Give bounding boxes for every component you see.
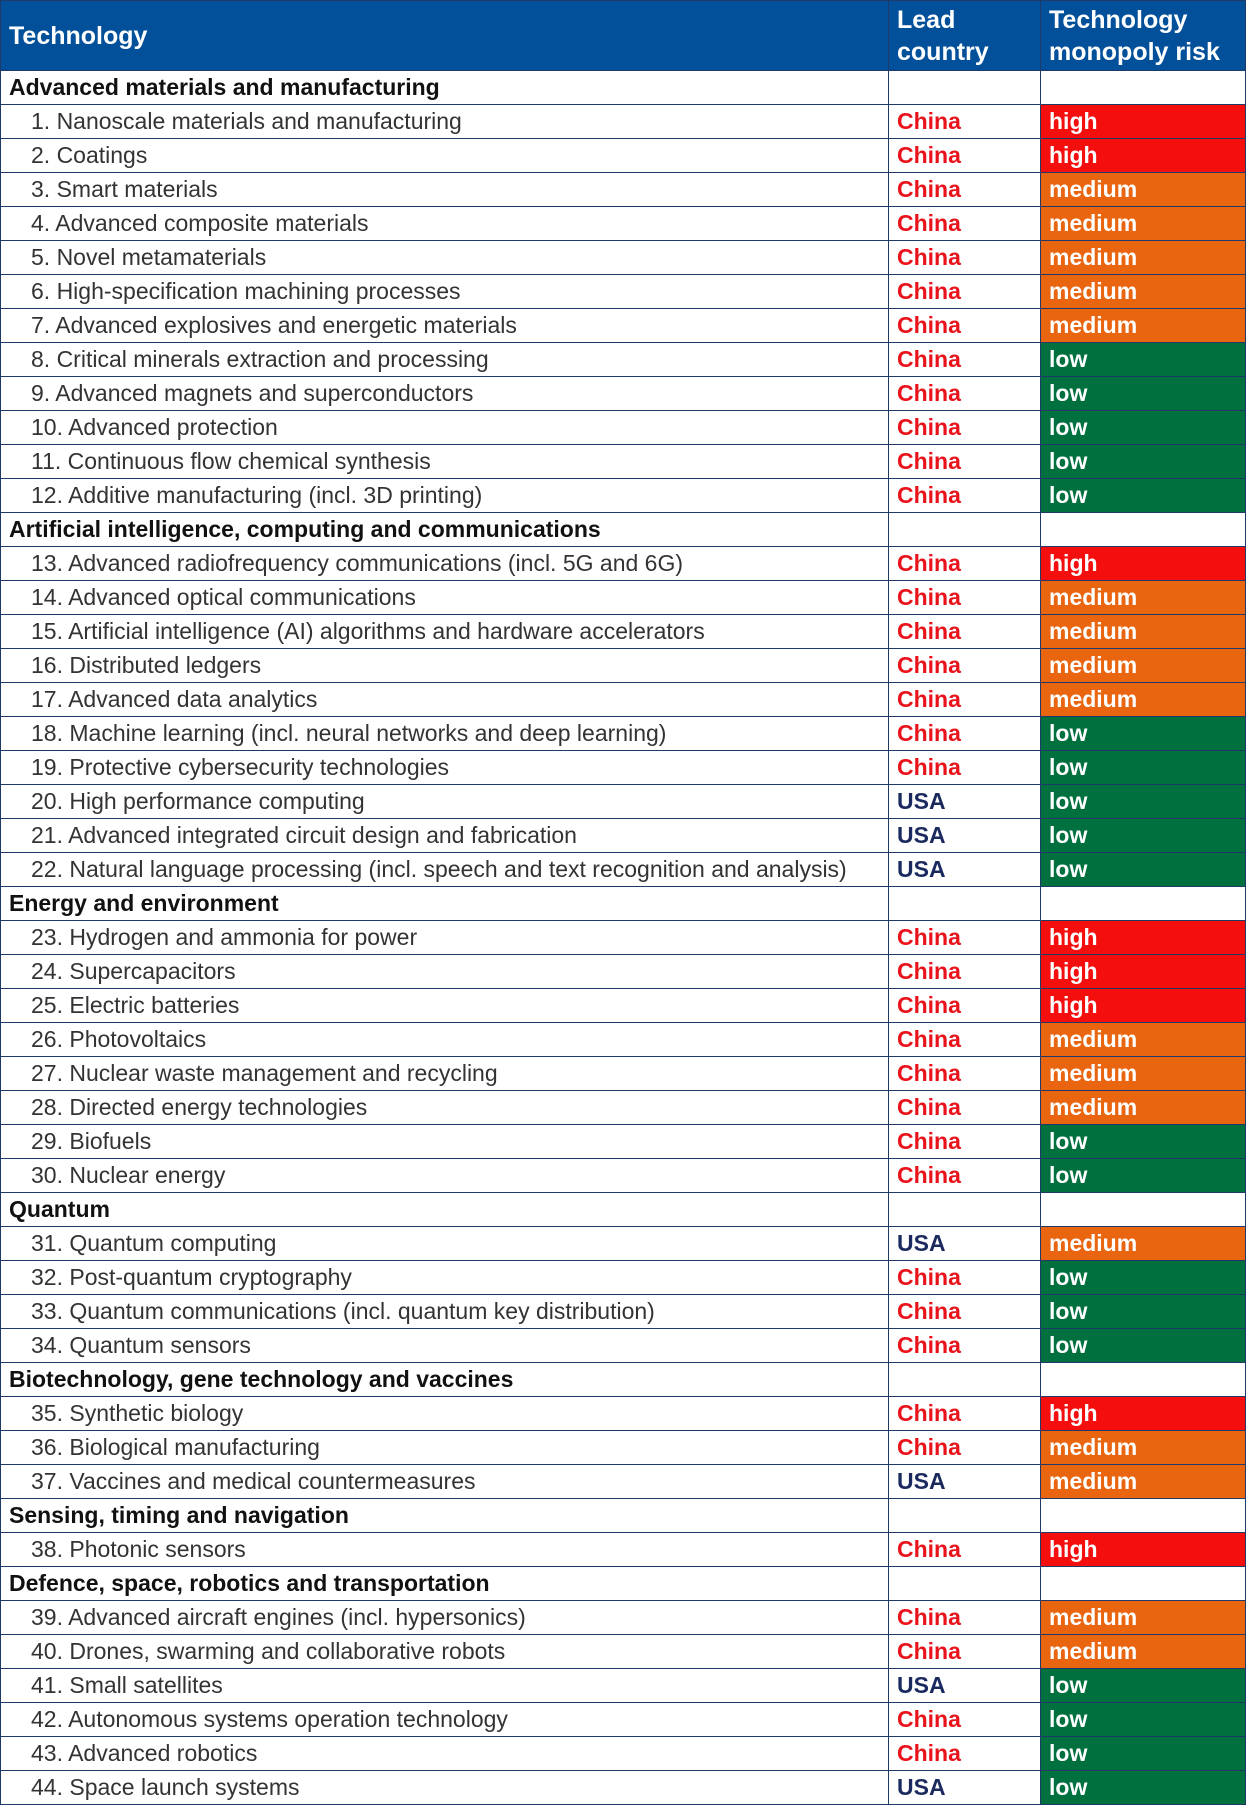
category-name: Sensing, timing and navigation <box>1 1499 889 1533</box>
table-row <box>1 1329 1246 1363</box>
category-empty-cell <box>1041 71 1246 105</box>
technology-name: 40. Drones, swarming and collaborative robots <box>1 1635 889 1669</box>
technology-name: 26. Photovoltaics <box>1 1023 889 1057</box>
table-row <box>1 1737 1246 1771</box>
monopoly-risk: high <box>1041 921 1246 955</box>
monopoly-risk: low <box>1041 1295 1246 1329</box>
monopoly-risk: low <box>1041 1261 1246 1295</box>
table-row <box>1 1295 1246 1329</box>
category-empty-cell <box>889 71 1041 105</box>
monopoly-risk: low <box>1041 1669 1246 1703</box>
lead-country: China <box>889 275 1041 309</box>
monopoly-risk: medium <box>1041 309 1246 343</box>
technology-name: 6. High-specification machining processes <box>1 275 889 309</box>
category-name: Artificial intelligence, computing and communications <box>1 513 889 547</box>
lead-country: China <box>889 445 1041 479</box>
monopoly-risk: high <box>1041 139 1246 173</box>
monopoly-risk: low <box>1041 1159 1246 1193</box>
monopoly-risk: low <box>1041 411 1246 445</box>
technology-name: 3. Smart materials <box>1 173 889 207</box>
lead-country: USA <box>889 1227 1041 1261</box>
lead-country: China <box>889 1635 1041 1669</box>
technology-name: 14. Advanced optical communications <box>1 581 889 615</box>
category-empty-cell <box>1041 1193 1246 1227</box>
technology-name: 37. Vaccines and medical countermeasures <box>1 1465 889 1499</box>
monopoly-risk: high <box>1041 955 1246 989</box>
category-empty-cell <box>889 513 1041 547</box>
technology-name: 29. Biofuels <box>1 1125 889 1159</box>
table-row <box>1 377 1246 411</box>
header-lead-country <box>889 1 1041 71</box>
lead-country: China <box>889 1125 1041 1159</box>
header-technology: Technology <box>1 1 889 71</box>
category-row <box>1 513 1246 547</box>
technology-name: 27. Nuclear waste management and recycling <box>1 1057 889 1091</box>
technology-name: 43. Advanced robotics <box>1 1737 889 1771</box>
table-row <box>1 1635 1246 1669</box>
category-row <box>1 1567 1246 1601</box>
monopoly-risk: low <box>1041 819 1246 853</box>
table-row <box>1 207 1246 241</box>
header-lead-country-label: Lead country <box>897 5 989 66</box>
technology-name: 19. Protective cybersecurity technologies <box>1 751 889 785</box>
monopoly-risk: low <box>1041 377 1246 411</box>
monopoly-risk: medium <box>1041 683 1246 717</box>
technology-name: 25. Electric batteries <box>1 989 889 1023</box>
lead-country: China <box>889 615 1041 649</box>
lead-country: China <box>889 1601 1041 1635</box>
technology-name: 8. Critical minerals extraction and processing <box>1 343 889 377</box>
monopoly-risk: low <box>1041 479 1246 513</box>
category-row <box>1 1193 1246 1227</box>
table-row <box>1 785 1246 819</box>
category-row <box>1 1499 1246 1533</box>
monopoly-risk: low <box>1041 1703 1246 1737</box>
monopoly-risk: low <box>1041 1737 1246 1771</box>
table-row <box>1 1397 1246 1431</box>
technology-name: 41. Small satellites <box>1 1669 889 1703</box>
lead-country: China <box>889 377 1041 411</box>
technology-name: 10. Advanced protection <box>1 411 889 445</box>
monopoly-risk: medium <box>1041 1057 1246 1091</box>
header-monopoly-risk <box>1041 1 1246 71</box>
monopoly-risk: medium <box>1041 1431 1246 1465</box>
technology-name: 38. Photonic sensors <box>1 1533 889 1567</box>
technology-name: 35. Synthetic biology <box>1 1397 889 1431</box>
table-row <box>1 275 1246 309</box>
table-row <box>1 1703 1246 1737</box>
lead-country: China <box>889 683 1041 717</box>
lead-country: China <box>889 547 1041 581</box>
table-row <box>1 1091 1246 1125</box>
table-row <box>1 683 1246 717</box>
monopoly-risk: high <box>1041 547 1246 581</box>
monopoly-risk: medium <box>1041 207 1246 241</box>
table-row <box>1 1533 1246 1567</box>
table-row <box>1 309 1246 343</box>
technology-name: 42. Autonomous systems operation technology <box>1 1703 889 1737</box>
monopoly-risk: low <box>1041 717 1246 751</box>
lead-country: USA <box>889 1669 1041 1703</box>
technology-name: 39. Advanced aircraft engines (incl. hypersonics) <box>1 1601 889 1635</box>
technology-name: 20. High performance computing <box>1 785 889 819</box>
monopoly-risk: medium <box>1041 1091 1246 1125</box>
monopoly-risk: low <box>1041 1771 1246 1805</box>
category-name: Advanced materials and manufacturing <box>1 71 889 105</box>
lead-country: China <box>889 1737 1041 1771</box>
category-name: Energy and environment <box>1 887 889 921</box>
category-empty-cell <box>889 1363 1041 1397</box>
lead-country: USA <box>889 819 1041 853</box>
table-row <box>1 853 1246 887</box>
lead-country: China <box>889 1261 1041 1295</box>
lead-country: China <box>889 1091 1041 1125</box>
table-row <box>1 343 1246 377</box>
category-empty-cell <box>1041 1567 1246 1601</box>
table-row <box>1 547 1246 581</box>
lead-country: China <box>889 343 1041 377</box>
technology-name: 1. Nanoscale materials and manufacturing <box>1 105 889 139</box>
technology-name: 4. Advanced composite materials <box>1 207 889 241</box>
table-header-row <box>1 1 1246 71</box>
lead-country: China <box>889 309 1041 343</box>
table-row <box>1 241 1246 275</box>
table-row <box>1 173 1246 207</box>
monopoly-risk: low <box>1041 343 1246 377</box>
technology-name: 7. Advanced explosives and energetic materials <box>1 309 889 343</box>
lead-country: China <box>889 1533 1041 1567</box>
technology-name: 34. Quantum sensors <box>1 1329 889 1363</box>
technology-name: 12. Additive manufacturing (incl. 3D printing) <box>1 479 889 513</box>
lead-country: China <box>889 411 1041 445</box>
technology-name: 16. Distributed ledgers <box>1 649 889 683</box>
category-row <box>1 71 1246 105</box>
table-row <box>1 139 1246 173</box>
technology-name: 30. Nuclear energy <box>1 1159 889 1193</box>
technology-name: 33. Quantum communications (incl. quantum key distribution) <box>1 1295 889 1329</box>
lead-country: China <box>889 1295 1041 1329</box>
technology-name: 22. Natural language processing (incl. speech and text recognition and analysis) <box>1 853 889 887</box>
header-monopoly-risk-label: Technology monopoly risk <box>1049 5 1220 66</box>
monopoly-risk: medium <box>1041 275 1246 309</box>
monopoly-risk: high <box>1041 989 1246 1023</box>
technology-name: 2. Coatings <box>1 139 889 173</box>
technology-name: 9. Advanced magnets and superconductors <box>1 377 889 411</box>
category-name: Defence, space, robotics and transportation <box>1 1567 889 1601</box>
table-row <box>1 649 1246 683</box>
monopoly-risk: low <box>1041 445 1246 479</box>
monopoly-risk: medium <box>1041 1227 1246 1261</box>
category-empty-cell <box>889 1499 1041 1533</box>
table-row <box>1 1465 1246 1499</box>
lead-country: China <box>889 1397 1041 1431</box>
lead-country: USA <box>889 853 1041 887</box>
lead-country: China <box>889 105 1041 139</box>
table-row <box>1 751 1246 785</box>
table-row <box>1 479 1246 513</box>
table-row <box>1 1261 1246 1295</box>
monopoly-risk: medium <box>1041 1465 1246 1499</box>
lead-country: China <box>889 1431 1041 1465</box>
table-row <box>1 921 1246 955</box>
category-empty-cell <box>1041 1363 1246 1397</box>
lead-country: China <box>889 955 1041 989</box>
monopoly-risk: low <box>1041 751 1246 785</box>
lead-country: China <box>889 1703 1041 1737</box>
table-row <box>1 581 1246 615</box>
lead-country: China <box>889 1023 1041 1057</box>
table-row <box>1 1771 1246 1805</box>
category-row <box>1 887 1246 921</box>
monopoly-risk: high <box>1041 105 1246 139</box>
table-row <box>1 1431 1246 1465</box>
technology-name: 17. Advanced data analytics <box>1 683 889 717</box>
lead-country: China <box>889 649 1041 683</box>
technology-name: 36. Biological manufacturing <box>1 1431 889 1465</box>
monopoly-risk: medium <box>1041 1023 1246 1057</box>
monopoly-risk: medium <box>1041 241 1246 275</box>
table-row <box>1 819 1246 853</box>
table-row <box>1 1057 1246 1091</box>
monopoly-risk: high <box>1041 1533 1246 1567</box>
category-empty-cell <box>889 1193 1041 1227</box>
technology-name: 24. Supercapacitors <box>1 955 889 989</box>
monopoly-risk: medium <box>1041 581 1246 615</box>
lead-country: China <box>889 717 1041 751</box>
monopoly-risk: low <box>1041 1125 1246 1159</box>
table-row <box>1 1125 1246 1159</box>
category-empty-cell <box>1041 887 1246 921</box>
category-empty-cell <box>889 1567 1041 1601</box>
lead-country: China <box>889 1159 1041 1193</box>
technology-name: 11. Continuous flow chemical synthesis <box>1 445 889 479</box>
table-row <box>1 1601 1246 1635</box>
lead-country: China <box>889 751 1041 785</box>
category-empty-cell <box>889 887 1041 921</box>
lead-country: China <box>889 989 1041 1023</box>
lead-country: China <box>889 479 1041 513</box>
table-row <box>1 955 1246 989</box>
table-row <box>1 615 1246 649</box>
lead-country: China <box>889 1329 1041 1363</box>
lead-country: China <box>889 241 1041 275</box>
lead-country: USA <box>889 785 1041 819</box>
technology-name: 5. Novel metamaterials <box>1 241 889 275</box>
technology-name: 44. Space launch systems <box>1 1771 889 1805</box>
monopoly-risk: high <box>1041 1397 1246 1431</box>
technology-name: 18. Machine learning (incl. neural networks and deep learning) <box>1 717 889 751</box>
monopoly-risk: low <box>1041 853 1246 887</box>
category-name: Quantum <box>1 1193 889 1227</box>
lead-country: China <box>889 581 1041 615</box>
technology-name: 32. Post-quantum cryptography <box>1 1261 889 1295</box>
table-row <box>1 989 1246 1023</box>
monopoly-risk: medium <box>1041 649 1246 683</box>
lead-country: China <box>889 1057 1041 1091</box>
technology-name: 15. Artificial intelligence (AI) algorithms and hardware accelerators <box>1 615 889 649</box>
technology-name: 21. Advanced integrated circuit design and fabrication <box>1 819 889 853</box>
lead-country: China <box>889 207 1041 241</box>
table-body <box>1 71 1246 1805</box>
table-row <box>1 411 1246 445</box>
technology-name: 23. Hydrogen and ammonia for power <box>1 921 889 955</box>
lead-country: China <box>889 921 1041 955</box>
technology-name: 28. Directed energy technologies <box>1 1091 889 1125</box>
technology-name: 13. Advanced radiofrequency communications (incl. 5G and 6G) <box>1 547 889 581</box>
technology-name: 31. Quantum computing <box>1 1227 889 1261</box>
table-row <box>1 1227 1246 1261</box>
lead-country: USA <box>889 1771 1041 1805</box>
category-name: Biotechnology, gene technology and vaccines <box>1 1363 889 1397</box>
monopoly-risk: medium <box>1041 1635 1246 1669</box>
lead-country: China <box>889 139 1041 173</box>
lead-country: China <box>889 173 1041 207</box>
table-row <box>1 1023 1246 1057</box>
monopoly-risk: medium <box>1041 173 1246 207</box>
monopoly-risk: medium <box>1041 1601 1246 1635</box>
category-row <box>1 1363 1246 1397</box>
table-row <box>1 1669 1246 1703</box>
monopoly-risk: medium <box>1041 615 1246 649</box>
category-empty-cell <box>1041 513 1246 547</box>
monopoly-risk: low <box>1041 785 1246 819</box>
lead-country: USA <box>889 1465 1041 1499</box>
table-row <box>1 445 1246 479</box>
category-empty-cell <box>1041 1499 1246 1533</box>
table-row <box>1 1159 1246 1193</box>
table-row <box>1 717 1246 751</box>
table-row <box>1 105 1246 139</box>
monopoly-risk: low <box>1041 1329 1246 1363</box>
